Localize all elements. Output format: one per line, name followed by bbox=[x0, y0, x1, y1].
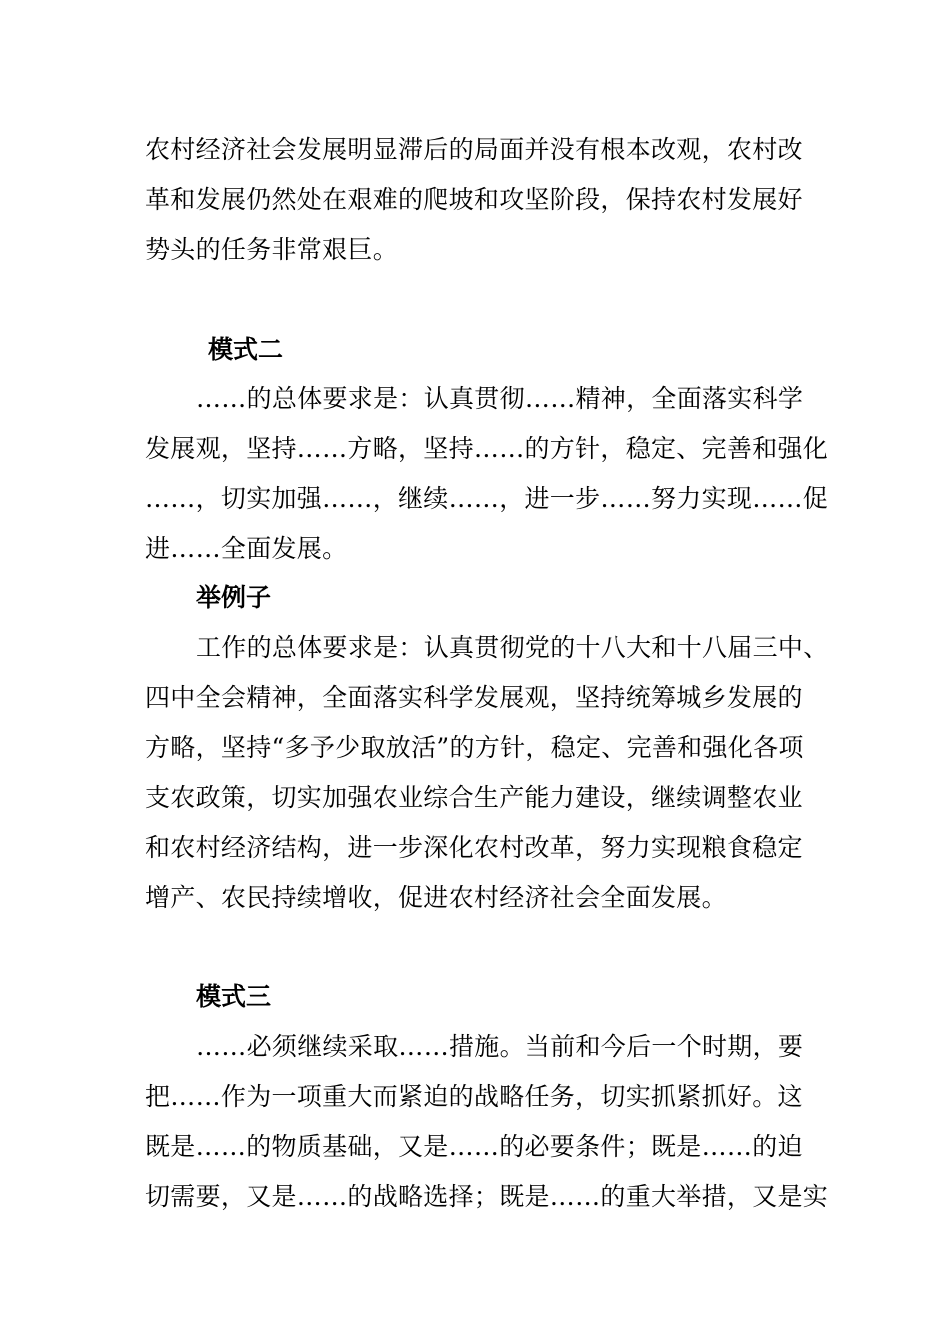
mode3-line-3: 既是……的物质基础，又是……的必要条件；既是……的迫 bbox=[145, 1132, 803, 1161]
mode3-line-1: ……必须继续采取……措施。当前和今后一个时期，要 bbox=[196, 1032, 804, 1061]
mode3-line-2: 把……作为一项重大而紧迫的战略任务，切实抓紧抓好。这 bbox=[145, 1082, 803, 1111]
mode2-line-1: ……的总体要求是：认真贯彻……精神，全面落实科学 bbox=[196, 384, 804, 413]
mode2-line-2: 发展观，坚持……方略，坚持……的方针，稳定、完善和强化 bbox=[145, 434, 829, 463]
intro-line-3: 势头的任务非常艰巨。 bbox=[145, 235, 399, 264]
intro-line-2: 革和发展仍然处在艰难的爬坡和攻坚阶段，保持农村发展好 bbox=[145, 185, 803, 214]
example-line-4: 支农政策，切实加强农业综合生产能力建设，继续调整农业 bbox=[145, 783, 803, 812]
mode2-line-3: ……，切实加强……，继续……，进一步……努力实现……促 bbox=[145, 484, 829, 513]
example-line-5: 和农村经济结构，进一步深化农村改革，努力实现粮食稳定 bbox=[145, 833, 803, 862]
mode2-heading: 模式二 bbox=[208, 335, 284, 364]
mode2-line-4: 进……全面发展。 bbox=[145, 534, 348, 563]
mode3-heading: 模式三 bbox=[196, 982, 272, 1011]
example-heading: 举例子 bbox=[196, 583, 272, 612]
example-line-3: 方略，坚持“多予少取放活”的方针，稳定、完善和强化各项 bbox=[145, 733, 804, 762]
example-line-1: 工作的总体要求是：认真贯彻党的十八大和十八届三中、 bbox=[196, 633, 829, 662]
example-line-2: 四中全会精神，全面落实科学发展观，坚持统筹城乡发展的 bbox=[145, 683, 803, 712]
intro-line-1: 农村经济社会发展明显滞后的局面并没有根本改观，农村改 bbox=[145, 135, 803, 164]
example-line-6: 增产、农民持续增收，促进农村经济社会全面发展。 bbox=[145, 883, 727, 912]
mode3-line-4: 切需要，又是……的战略选择；既是……的重大举措，又是实 bbox=[145, 1182, 829, 1211]
